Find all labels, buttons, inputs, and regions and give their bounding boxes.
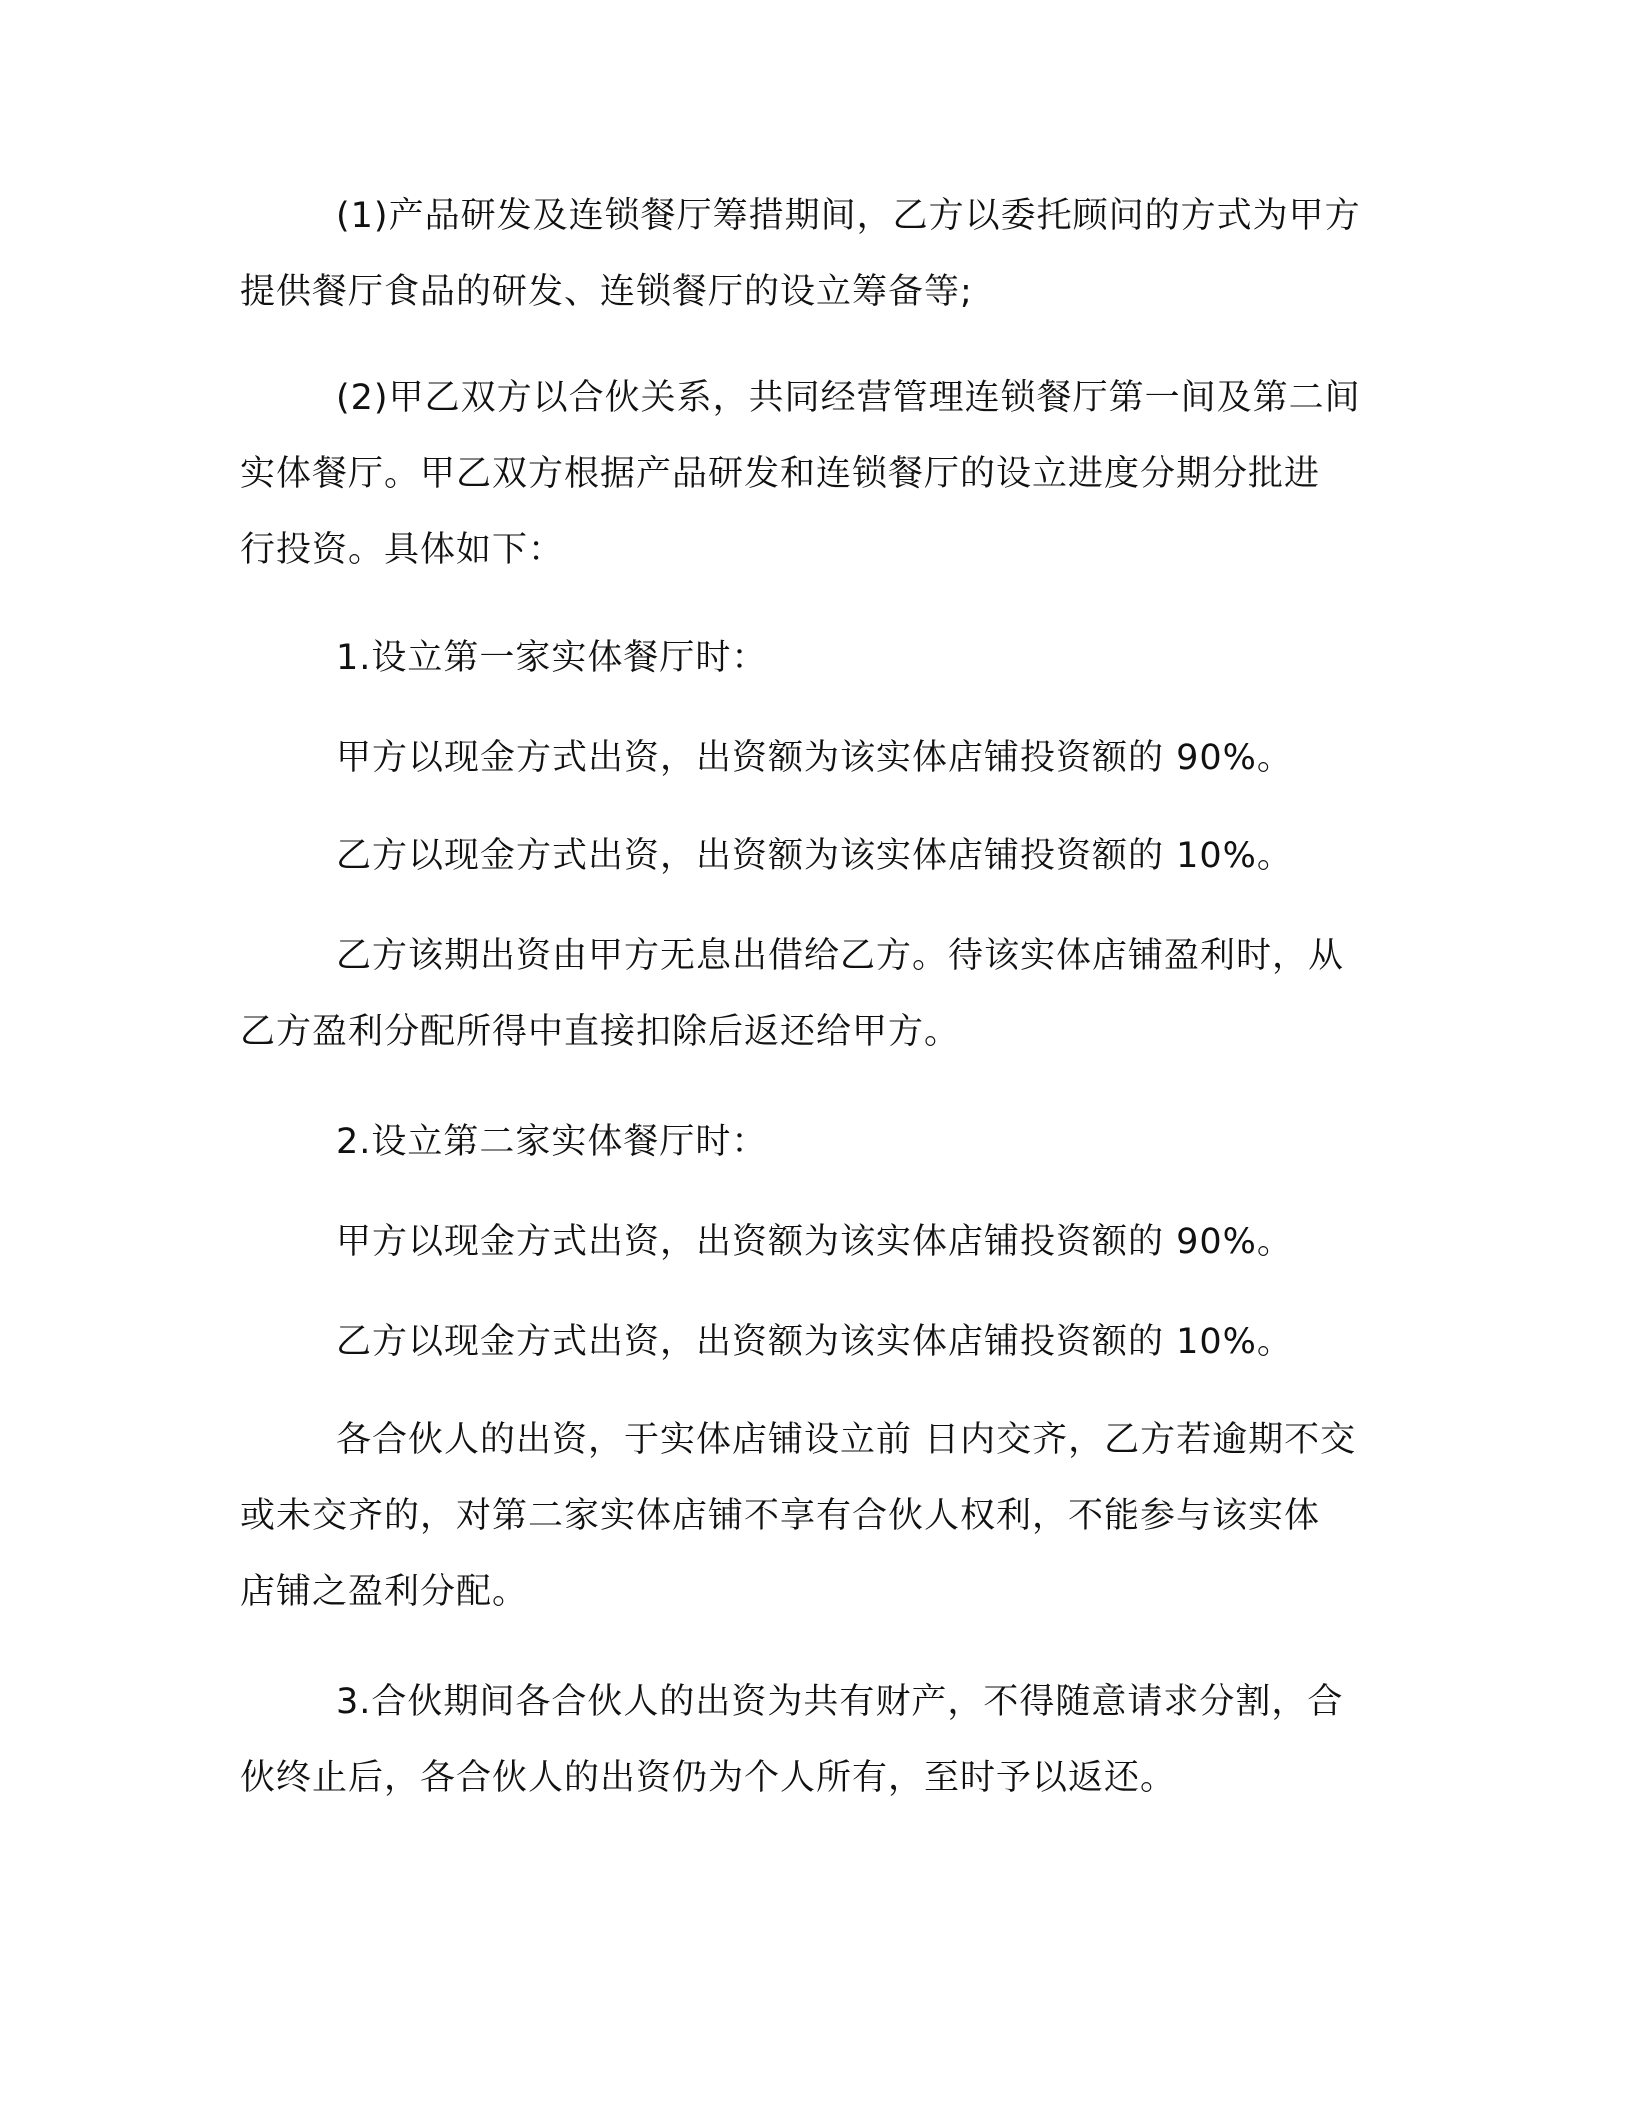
text-line: 行投资。具体如下： bbox=[240, 530, 565, 570]
text-line: 乙方以现金方式出资，出资额为该实体店铺投资额的 10%。 bbox=[336, 836, 1293, 876]
text-line: 甲方以现金方式出资，出资额为该实体店铺投资额的 90%。 bbox=[336, 1222, 1293, 1262]
paragraph-shared-property bbox=[240, 1664, 1380, 1816]
paragraph-party-a-first bbox=[240, 720, 1380, 796]
text-line: 甲方以现金方式出资，出资额为该实体店铺投资额的 90%。 bbox=[336, 738, 1293, 778]
paragraph-contribution-deadline bbox=[240, 1402, 1380, 1630]
text-line: 2.设立第二家实体餐厅时： bbox=[336, 1122, 768, 1162]
text-line: 提供餐厅食品的研发、连锁餐厅的设立筹备等; bbox=[240, 272, 973, 312]
text-line: 乙方盈利分配所得中直接扣除后返还给甲方。 bbox=[240, 1012, 961, 1052]
heading-second-restaurant bbox=[240, 1104, 1380, 1180]
text-line: (1)产品研发及连锁餐厅筹措期间，乙方以委托顾问的方式为甲方 bbox=[336, 196, 1361, 236]
text-line: 实体餐厅。甲乙双方根据产品研发和连锁餐厅的设立进度分期分批进 bbox=[240, 454, 1321, 494]
text-line: 店铺之盈利分配。 bbox=[240, 1572, 529, 1612]
text-line: 各合伙人的出资，于实体店铺设立前 日内交齐，乙方若逾期不交 bbox=[336, 1420, 1357, 1460]
paragraph-partnership-phase bbox=[240, 360, 1380, 588]
text-line: 伙终止后，各合伙人的出资仍为个人所有，至时予以返还。 bbox=[240, 1758, 1177, 1798]
paragraph-party-b-second bbox=[240, 1304, 1380, 1380]
text-line: 3.合伙期间各合伙人的出资为共有财产，不得随意请求分割，合 bbox=[336, 1682, 1344, 1722]
paragraph-loan-terms bbox=[240, 918, 1380, 1070]
text-line: 1.设立第一家实体餐厅时： bbox=[336, 638, 768, 678]
text-line: 乙方该期出资由甲方无息出借给乙方。待该实体店铺盈利时，从 bbox=[336, 936, 1345, 976]
paragraph-party-a-second bbox=[240, 1204, 1380, 1280]
heading-first-restaurant bbox=[240, 620, 1380, 696]
text-line: 或未交齐的，对第二家实体店铺不享有合伙人权利，不能参与该实体 bbox=[240, 1496, 1321, 1536]
text-line: 乙方以现金方式出资，出资额为该实体店铺投资额的 10%。 bbox=[336, 1322, 1293, 1362]
paragraph-party-b-first bbox=[240, 818, 1380, 894]
text-line: (2)甲乙双方以合伙关系，共同经营管理连锁餐厅第一间及第二间 bbox=[336, 378, 1361, 418]
paragraph-consulting-phase bbox=[240, 178, 1380, 330]
